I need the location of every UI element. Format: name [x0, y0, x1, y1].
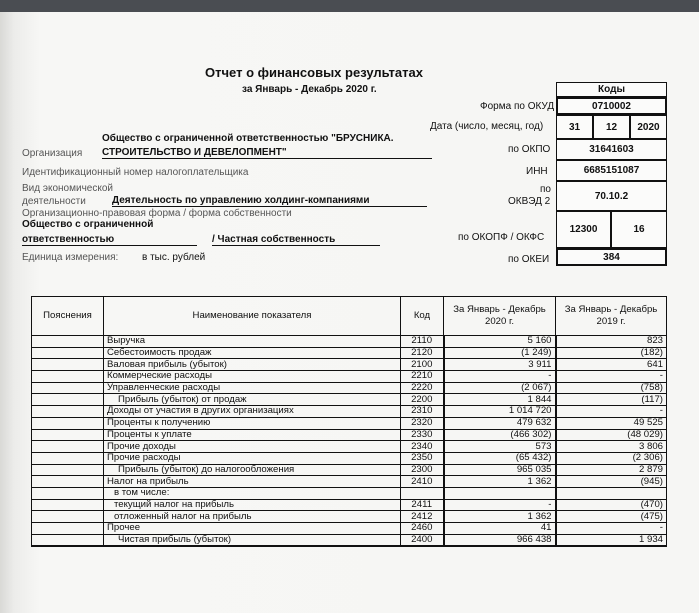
value-previous: 1 934	[556, 534, 667, 546]
col-notes: Пояснения	[32, 297, 104, 336]
okved-label-1: по	[540, 184, 551, 195]
indicator-code: 2120	[401, 347, 444, 359]
indicator-name: текущий налог на прибыль	[104, 499, 401, 511]
activity-label-1: Вид экономической	[22, 183, 113, 194]
col-previous-line-2: 2019 г.	[596, 316, 626, 327]
okopf-label: по ОКОПФ / ОКФС	[458, 232, 545, 243]
value-current: 479 632	[444, 417, 556, 429]
codes-header: Коды	[556, 82, 667, 97]
date-year: 2020	[630, 115, 667, 139]
org-label: Организация	[22, 148, 83, 159]
value-previous: 2 879	[556, 464, 667, 476]
indicator-code: 2340	[401, 441, 444, 453]
col-previous	[556, 297, 667, 336]
indicator-code: 2460	[401, 523, 444, 535]
indicator-name: Выручка	[104, 336, 401, 348]
indicator-code: 2220	[401, 382, 444, 394]
date-day: 31	[556, 115, 593, 139]
ownership-value: / Частная собственность	[212, 234, 380, 246]
indicator-code: 2350	[401, 452, 444, 464]
notes-cell	[32, 371, 104, 383]
table-row	[32, 511, 667, 523]
col-current-line-1: За Январь - Декабрь	[453, 304, 546, 315]
notes-cell	[32, 336, 104, 348]
col-previous-line-1: За Январь - Декабрь	[564, 304, 658, 315]
table-row	[32, 347, 667, 359]
legal-form-line-2: ответственностью	[22, 234, 197, 246]
col-name: Наименование показателя	[104, 297, 401, 336]
okopf-value: 12300	[556, 211, 611, 248]
notes-cell	[32, 476, 104, 488]
table-row	[32, 523, 667, 535]
table-row	[32, 534, 667, 546]
okpo-label: по ОКПО	[508, 144, 551, 155]
indicator-code: 2110	[401, 336, 444, 348]
value-current: 573	[444, 441, 556, 453]
notes-cell	[32, 417, 104, 429]
notes-cell	[32, 487, 104, 499]
notes-cell	[32, 441, 104, 453]
table-row	[32, 359, 667, 371]
notes-cell	[32, 347, 104, 359]
notes-cell	[32, 452, 104, 464]
okei-value: 384	[556, 248, 667, 266]
indicator-name: отложенный налог на прибыль	[104, 511, 401, 523]
indicator-name: в том числе:	[104, 487, 401, 499]
value-previous: -	[556, 406, 667, 418]
value-current: 1 362	[444, 511, 556, 523]
value-current	[444, 487, 556, 499]
indicator-name: Валовая прибыль (убыток)	[104, 359, 401, 371]
indicator-code: 2411	[401, 499, 444, 511]
notes-cell	[32, 429, 104, 441]
value-previous: -	[556, 523, 667, 535]
table-row	[32, 382, 667, 394]
indicator-name: Прочие расходы	[104, 452, 401, 464]
table-row	[32, 452, 667, 464]
org-name-line-1: Общество с ограниченной ответственностью "БРУСНИКА.	[102, 133, 394, 144]
indicator-name: Прочее	[104, 523, 401, 535]
indicator-code: 2310	[401, 406, 444, 418]
value-current: 966 438	[444, 534, 556, 546]
notes-cell	[32, 406, 104, 418]
indicator-name: Коммерческие расходы	[104, 371, 401, 383]
table-row	[32, 429, 667, 441]
value-previous: (945)	[556, 476, 667, 488]
value-current: -	[444, 499, 556, 511]
indicator-code: 2400	[401, 534, 444, 546]
notes-cell	[32, 394, 104, 406]
table-row	[32, 476, 667, 488]
indicator-name: Управленческие расходы	[104, 382, 401, 394]
col-code: Код	[401, 297, 444, 336]
indicator-name: Чистая прибыль (убыток)	[104, 534, 401, 546]
unit-value: в тыс. рублей	[142, 252, 206, 263]
indicator-name: Прибыль (убыток) от продаж	[104, 394, 401, 406]
inn-label: ИНН	[526, 166, 548, 177]
inn-value: 6685151087	[556, 160, 667, 181]
table-row	[32, 441, 667, 453]
indicator-name: Прочие доходы	[104, 441, 401, 453]
indicator-code: 2412	[401, 511, 444, 523]
indicator-name: Налог на прибыль	[104, 476, 401, 488]
value-previous: (2 306)	[556, 452, 667, 464]
indicator-code: 2320	[401, 417, 444, 429]
value-previous: 49 525	[556, 417, 667, 429]
value-previous: (117)	[556, 394, 667, 406]
date-label: Дата (число, месяц, год)	[430, 121, 544, 132]
indicator-name: Проценты к получению	[104, 417, 401, 429]
notes-cell	[32, 523, 104, 535]
org-name-line-2: СТРОИТЕЛЬСТВО И ДЕВЕЛОПМЕНТ"	[102, 147, 432, 159]
indicator-name: Проценты к уплате	[104, 429, 401, 441]
table-row	[32, 371, 667, 383]
value-previous	[556, 487, 667, 499]
indicator-code: 2330	[401, 429, 444, 441]
notes-cell	[32, 499, 104, 511]
okud-value: 0710002	[556, 97, 667, 115]
okfs-value: 16	[611, 211, 667, 248]
col-current-line-2: 2020 г.	[484, 316, 514, 327]
okud-label: Форма по ОКУД	[480, 101, 555, 112]
financial-results-table	[31, 296, 667, 547]
table-row	[32, 464, 667, 476]
value-current: 1 014 720	[444, 406, 556, 418]
notes-cell	[32, 382, 104, 394]
table-row	[32, 417, 667, 429]
activity-value: Деятельность по управлению холдинг-компаниями	[112, 195, 427, 207]
value-previous: (758)	[556, 382, 667, 394]
value-previous: -	[556, 371, 667, 383]
indicator-code: 2410	[401, 476, 444, 488]
indicator-name: Прибыль (убыток) до налогообложения	[104, 464, 401, 476]
okei-label: по ОКЕИ	[508, 254, 550, 265]
value-current: 965 035	[444, 464, 556, 476]
indicator-code: 2300	[401, 464, 444, 476]
indicator-name: Себестоимость продаж	[104, 347, 401, 359]
value-current: -	[444, 371, 556, 383]
table-row	[32, 394, 667, 406]
value-current: 5 160	[444, 336, 556, 348]
okved-label-2: ОКВЭД 2	[508, 196, 551, 207]
indicator-code: 2210	[401, 371, 444, 383]
table-row	[32, 336, 667, 348]
inn-row-label: Идентификационный номер налогоплательщика	[22, 167, 249, 178]
table-row	[32, 487, 667, 499]
value-previous: (470)	[556, 499, 667, 511]
value-current: (1 249)	[444, 347, 556, 359]
value-previous: (48 029)	[556, 429, 667, 441]
value-current: 1 362	[444, 476, 556, 488]
indicator-code: 2100	[401, 359, 444, 371]
unit-label: Единица измерения:	[22, 252, 119, 263]
activity-label-2: деятельности	[22, 196, 86, 207]
value-previous: (182)	[556, 347, 667, 359]
legal-form-line-1: Общество с ограниченной	[22, 219, 154, 230]
window-top-bar	[0, 0, 699, 12]
notes-cell	[32, 534, 104, 546]
value-current: (2 067)	[444, 382, 556, 394]
table-row	[32, 406, 667, 418]
okpo-value: 31641603	[556, 139, 667, 160]
value-current: 1 844	[444, 394, 556, 406]
indicator-code: 2200	[401, 394, 444, 406]
report-title: Отчет о финансовых результатах	[205, 65, 423, 80]
value-previous: 823	[556, 336, 667, 348]
okved-value: 70.10.2	[556, 181, 667, 211]
table-header-row	[32, 297, 667, 336]
value-current: (65 432)	[444, 452, 556, 464]
notes-cell	[32, 464, 104, 476]
value-current: 41	[444, 523, 556, 535]
table-row	[32, 499, 667, 511]
indicator-name: Доходы от участия в других организациях	[104, 406, 401, 418]
date-month: 12	[593, 115, 630, 139]
col-current	[444, 297, 556, 336]
value-current: 3 911	[444, 359, 556, 371]
value-current: (466 302)	[444, 429, 556, 441]
notes-cell	[32, 511, 104, 523]
notes-cell	[32, 359, 104, 371]
legal-form-label: Организационно-правовая форма / форма собственности	[22, 208, 292, 219]
value-previous: (475)	[556, 511, 667, 523]
report-period: за Январь - Декабрь 2020 г.	[242, 84, 377, 95]
value-previous: 3 806	[556, 441, 667, 453]
value-previous: 641	[556, 359, 667, 371]
indicator-code	[401, 487, 444, 499]
